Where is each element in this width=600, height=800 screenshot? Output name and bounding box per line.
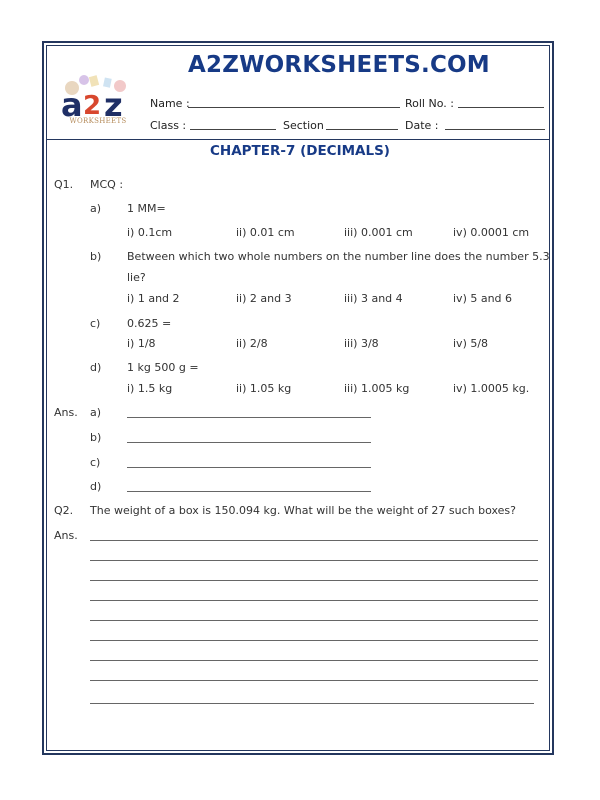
q2-question: The weight of a box is 150.094 kg. What will be the weight of 27 such boxes?: [90, 504, 517, 517]
q1a-option-2[interactable]: ii) 0.01 cm: [236, 226, 295, 239]
q1-answer-a-line[interactable]: [127, 417, 371, 418]
q1-answer-d-label: d): [90, 480, 102, 493]
q1-title: MCQ :: [90, 178, 124, 191]
class-field[interactable]: [190, 129, 276, 130]
q1c-option-2[interactable]: ii) 2/8: [236, 337, 268, 350]
q1b-option-4[interactable]: iv) 5 and 6: [453, 292, 513, 305]
q2-answer-line[interactable]: [90, 540, 538, 541]
section-field[interactable]: [326, 129, 398, 130]
q1b-option-2[interactable]: ii) 2 and 3: [236, 292, 292, 305]
q1-answer-a-label: a): [90, 406, 102, 419]
q2-answer-line[interactable]: [90, 620, 538, 621]
class-label: Class :: [150, 119, 187, 132]
q1d-label: d): [90, 361, 102, 374]
q1c-option-4[interactable]: iv) 5/8: [453, 337, 489, 350]
date-field[interactable]: [445, 129, 545, 130]
q1-answer-c-line[interactable]: [127, 467, 371, 468]
q1a-label: a): [90, 202, 102, 215]
q1d-question: 1 kg 500 g =: [127, 361, 199, 374]
header-divider: [46, 139, 550, 140]
q2-answer-line[interactable]: [90, 660, 538, 661]
q1d-option-1[interactable]: i) 1.5 kg: [127, 382, 173, 395]
q1d-option-2[interactable]: ii) 1.05 kg: [236, 382, 292, 395]
svg-text:z: z: [104, 86, 123, 124]
svg-text:2: 2: [83, 91, 102, 121]
site-title: A2ZWORKSHEETS.COM: [188, 52, 490, 78]
q2-answer-line[interactable]: [90, 560, 538, 561]
q2-answer-line[interactable]: [90, 600, 538, 601]
q1d-option-3[interactable]: iii) 1.005 kg: [344, 382, 410, 395]
q1-answer-d-line[interactable]: [127, 491, 371, 492]
q1-number: Q1.: [54, 178, 74, 191]
q1c-question: 0.625 =: [127, 317, 172, 330]
q1c-option-3[interactable]: iii) 3/8: [344, 337, 379, 350]
q2-answer-line[interactable]: [90, 680, 538, 681]
q1a-question: 1 MM=: [127, 202, 166, 215]
roll-label: Roll No. :: [405, 97, 454, 110]
q2-answer-label: Ans.: [54, 529, 78, 542]
q1b-option-3[interactable]: iii) 3 and 4: [344, 292, 403, 305]
roll-field[interactable]: [458, 107, 544, 108]
logo-wordmark: WORKSHEETS: [69, 117, 127, 125]
q1c-label: c): [90, 317, 101, 330]
q2-answer-line[interactable]: [90, 580, 538, 581]
q1c-option-1[interactable]: i) 1/8: [127, 337, 156, 350]
name-label: Name :: [150, 97, 190, 110]
q1b-question-line-2: lie?: [127, 271, 146, 284]
q1a-option-3[interactable]: iii) 0.001 cm: [344, 226, 413, 239]
q2-answer-line[interactable]: [90, 703, 534, 704]
q1a-option-4[interactable]: iv) 0.0001 cm: [453, 226, 530, 239]
q1b-question-line-1: Between which two whole numbers on the number line does the number 5.3: [127, 250, 550, 263]
svg-text:a: a: [61, 86, 83, 124]
q1-answer-c-label: c): [90, 456, 101, 469]
chapter-title: CHAPTER-7 (DECIMALS): [210, 143, 390, 159]
date-label: Date :: [405, 119, 439, 132]
q1-answer-label: Ans.: [54, 406, 78, 419]
q1-answer-b-label: b): [90, 431, 102, 444]
q1d-option-4[interactable]: iv) 1.0005 kg.: [453, 382, 530, 395]
q1b-label: b): [90, 250, 102, 263]
q2-answer-line[interactable]: [90, 640, 538, 641]
q1b-option-1[interactable]: i) 1 and 2: [127, 292, 180, 305]
section-label: Section: [283, 119, 324, 132]
name-field[interactable]: [188, 107, 400, 108]
q1a-option-1[interactable]: i) 0.1cm: [127, 226, 173, 239]
q1-answer-b-line[interactable]: [127, 442, 371, 443]
q2-number: Q2.: [54, 504, 74, 517]
